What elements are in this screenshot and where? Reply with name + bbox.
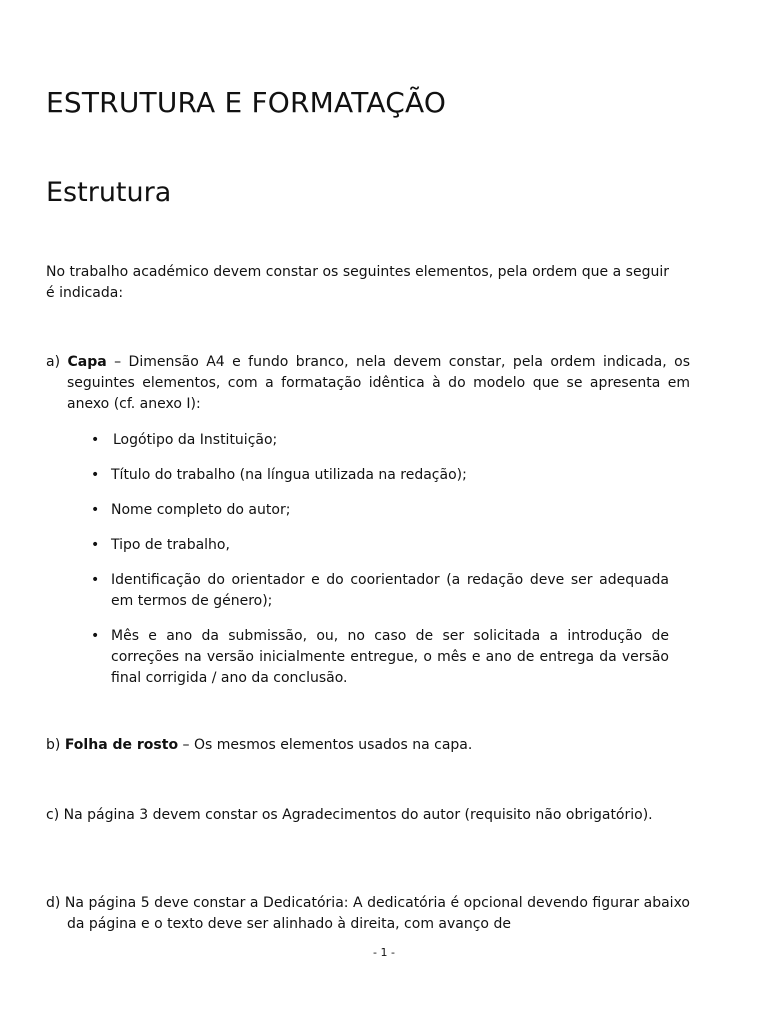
page-number: - 1 - [373,946,395,959]
item-b-folha-de-rosto [46,735,690,756]
item-a-bold: Capa [67,354,107,370]
item-a-prefix: a) [46,354,61,370]
bullet-dot: • [91,572,100,588]
bullet-text: Logótipo da Instituição; [113,432,278,448]
bullet-dot: • [91,467,100,483]
item-b-prefix: b) [46,737,61,753]
bullet-text: Título do trabalho (na língua utilizada na redação); [111,467,467,483]
bullet-item [91,465,669,486]
bullet-dot: • [91,537,100,553]
item-c-agradecimentos [46,805,690,826]
item-c-text: Na página 3 devem constar os Agradecimentos do autor (requisito não obrigatório). [63,807,653,823]
intro-paragraph: No trabalho académico devem constar os seguintes elementos, pela ordem que a seguir é indicada: [46,264,669,301]
bullet-text: Nome completo do autor; [111,502,291,518]
item-d-dedicatoria [46,893,690,935]
item-a-capa [46,352,690,415]
item-c-prefix: c) [46,807,60,823]
bullet-dot: • [91,502,100,518]
bullet-item [91,500,669,521]
bullet-item [91,535,669,556]
item-b-text: – Os mesmos elementos usados na capa. [178,737,473,753]
bullet-text: Tipo de trabalho, [111,537,230,553]
bullet-dot: • [91,432,100,448]
bullet-item [91,570,669,612]
bullet-dot: • [91,628,100,644]
item-b-bold: Folha de rosto [64,737,179,753]
page-title: ESTRUTURA E FORMATAÇÃO [46,86,447,119]
item-a-text: – Dimensão A4 e fundo branco, nela devem constar, pela ordem indicada, os seguintes elementos, com a formatação idêntica à do modelo que se apresenta em anexo (cf. anexo I): [67,354,690,412]
item-d-prefix: d) [46,895,61,911]
bullet-text: Identificação do orientador e do coorientador (a redação deve ser adequada em termos de género); [111,572,669,609]
bullet-text: Mês e ano da submissão, ou, no caso de ser solicitada a introdução de correções na versão inicialmente entregue, o mês e ano de entrega da versão final corrigida / ano da conclusão. [111,628,669,686]
bullet-item [91,626,669,689]
bullet-item [91,430,669,451]
section-title: Estrutura [46,177,172,208]
item-d-text: Na página 5 deve constar a Dedicatória: A dedicatória é opcional devendo figurar abaixo da página e o texto deve ser alinhado à direita, com avanço de [64,895,690,932]
